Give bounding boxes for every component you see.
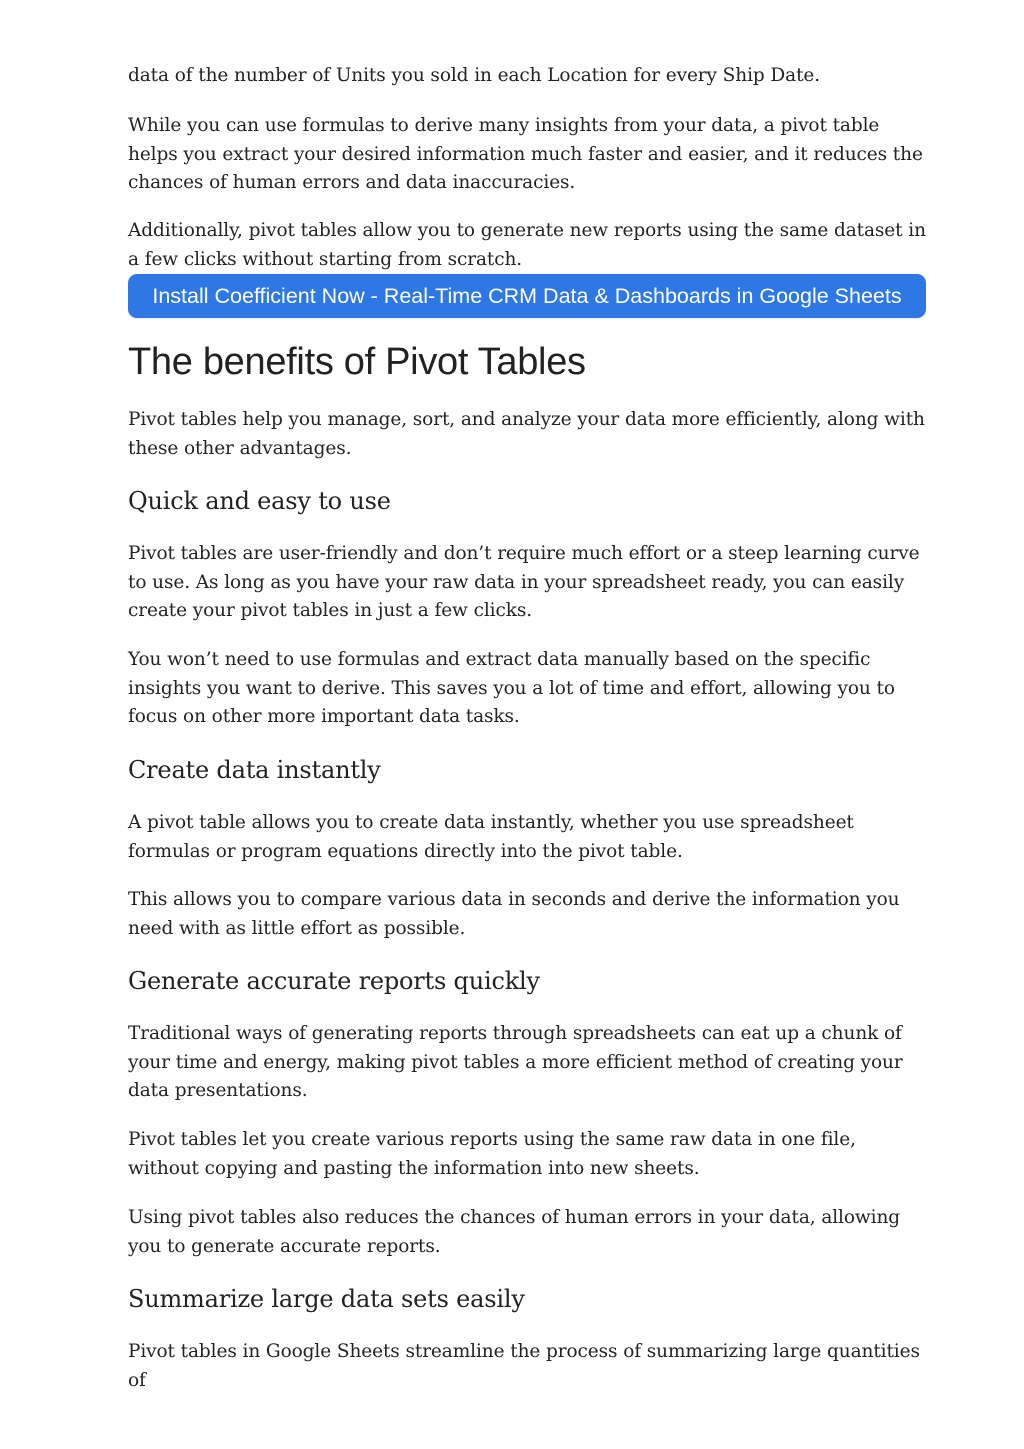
subheading-generate-reports: Generate accurate reports quickly <box>128 967 540 995</box>
quick-paragraph-1: Pivot tables are user-friendly and don’t require much effort or a steep learning curve to use. As long as you have your raw data in your spreadsheet ready, you can easily create your pivot tables in just a few clicks. <box>128 543 920 621</box>
benefits-intro-paragraph: Pivot tables help you manage, sort, and analyze your data more efficiently, along with these other advantages. <box>128 409 925 459</box>
create-paragraph-1: A pivot table allows you to create data instantly, whether you use spreadsheet formulas or program equations directly into the pivot table. <box>128 812 854 862</box>
reports-paragraph-1: Traditional ways of generating reports through spreadsheets can eat up a chunk of your time and energy, making pivot tables a more efficient method of creating your data presentations. <box>128 1023 903 1101</box>
reports-paragraph-3: Using pivot tables also reduces the chances of human errors in your data, allowing you to generate accurate reports. <box>128 1207 901 1257</box>
intro-paragraph-2: While you can use formulas to derive many insights from your data, a pivot table helps you extract your desired information much faster and easier, and it reduces the chances of human errors and data inaccuracies. <box>128 115 923 193</box>
reports-paragraph-2: Pivot tables let you create various reports using the same raw data in one file, without copying and pasting the information into new sheets. <box>128 1129 856 1179</box>
intro-paragraph-3: Additionally, pivot tables allow you to generate new reports using the same dataset in a few clicks without starting from scratch. <box>128 220 926 270</box>
summarize-paragraph-1: Pivot tables in Google Sheets streamline the process of summarizing large quantities of <box>128 1341 920 1391</box>
section-title-benefits: The benefits of Pivot Tables <box>128 341 586 383</box>
subheading-summarize: Summarize large data sets easily <box>128 1285 525 1313</box>
subheading-quick-and-easy: Quick and easy to use <box>128 487 391 515</box>
create-paragraph-2: This allows you to compare various data in seconds and derive the information you need with as little effort as possible. <box>128 889 900 939</box>
intro-paragraph-1: data of the number of Units you sold in each Location for every Ship Date. <box>128 65 821 86</box>
install-coefficient-button[interactable]: Install Coefficient Now - Real-Time CRM Data & Dashboards in Google Sheets <box>128 274 926 318</box>
subheading-create-data: Create data instantly <box>128 756 381 784</box>
quick-paragraph-2: You won’t need to use formulas and extract data manually based on the specific insights you want to derive. This saves you a lot of time and effort, allowing you to focus on other more important data tasks. <box>128 649 895 727</box>
